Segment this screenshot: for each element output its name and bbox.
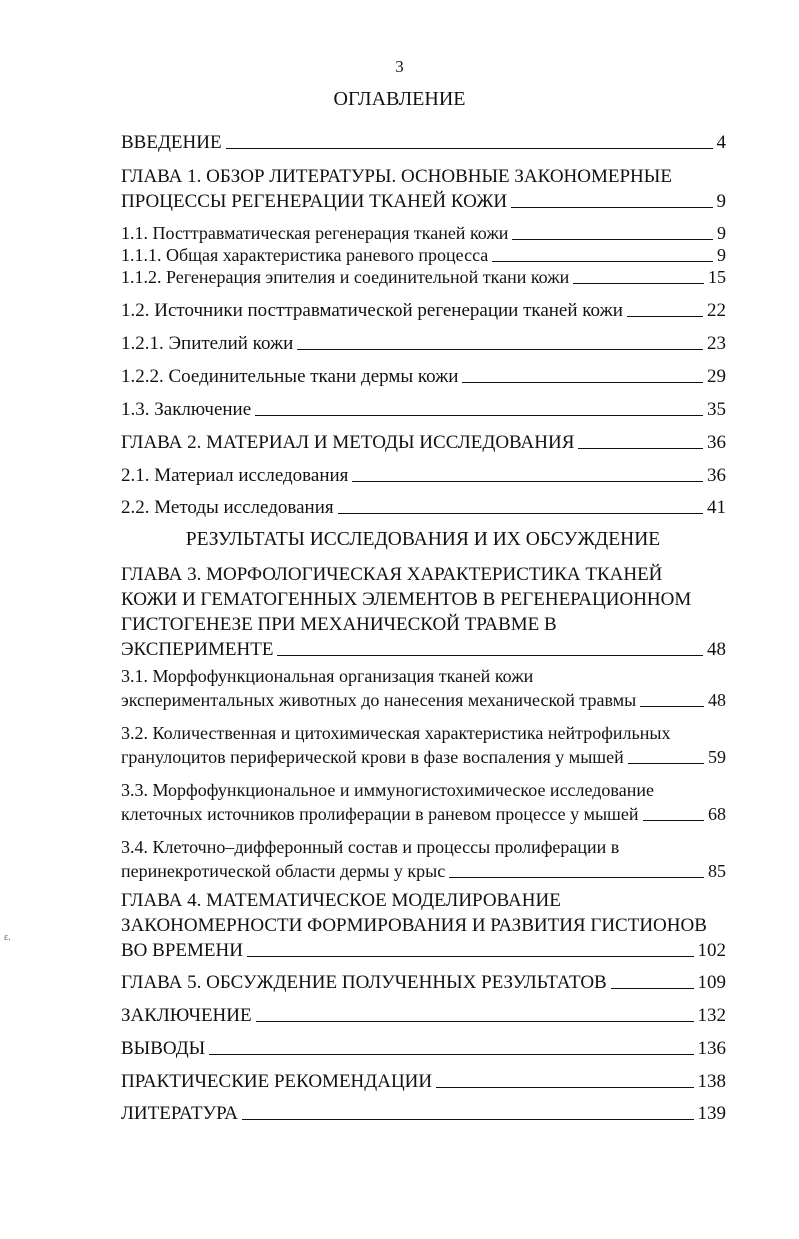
toc-leader-line <box>247 956 694 957</box>
toc-page-number: 132 <box>697 1005 726 1026</box>
section-heading: РЕЗУЛЬТАТЫ ИССЛЕДОВАНИЯ И ИХ ОБСУЖДЕНИЕ <box>185 529 661 550</box>
toc-entry-label: ПРАКТИЧЕСКИЕ РЕКОМЕНДАЦИИ <box>121 1071 433 1092</box>
toc-entry-label: перинекротической области дермы у крыс <box>121 861 446 881</box>
toc-entry-label: 1.1.1. Общая характеристика раневого процесса <box>121 245 489 265</box>
toc-entry-row <box>121 688 726 712</box>
toc-page-number: 85 <box>708 861 726 881</box>
toc-leader-line <box>256 1021 694 1022</box>
toc-entry <box>121 721 726 769</box>
toc-entry <box>121 1003 726 1028</box>
toc-page-number: 59 <box>708 747 726 767</box>
toc-leader-line <box>611 988 694 989</box>
toc-entry-row <box>121 364 726 389</box>
toc-entry-label: ГЛАВА 5. ОБСУЖДЕНИЕ ПОЛУЧЕННЫХ РЕЗУЛЬТАТОВ <box>121 972 607 993</box>
toc-entry-row <box>121 1003 726 1028</box>
toc-page-number: 48 <box>707 639 726 660</box>
toc-entry-row <box>121 495 726 520</box>
toc-page-number: 48 <box>708 690 726 710</box>
toc-entry-row <box>121 637 726 662</box>
toc-leader-line <box>492 261 713 262</box>
toc-leader-line <box>242 1119 694 1120</box>
toc-leader-line <box>627 316 703 317</box>
toc-entry-label: 2.1. Материал исследования <box>121 465 349 486</box>
toc-leader-line <box>255 415 703 416</box>
toc-leader-line <box>578 448 703 449</box>
toc-leader-line <box>436 1087 693 1088</box>
toc-entry-line: 3.3. Морфофункциональное и иммуногистохимическое исследование <box>121 780 654 800</box>
toc-entry <box>121 778 726 826</box>
toc-entry-label: ЛИТЕРАТУРА <box>121 1103 238 1124</box>
toc-entry <box>121 298 726 323</box>
toc-entry <box>121 430 726 455</box>
toc-entry-label: экспериментальных животных до нанесения механической травмы <box>121 690 637 710</box>
toc-entry-label: 1.2. Источники посттравматической регенерации тканей кожи <box>121 300 623 321</box>
toc-entry-line: 3.2. Количественная и цитохимическая характеристика нейтрофильных <box>121 723 671 743</box>
toc-entry-row <box>121 802 726 826</box>
toc-entry-label: ЗАКЛЮЧЕНИЕ <box>121 1005 252 1026</box>
toc-entry-row <box>121 970 726 995</box>
toc-entry-row <box>121 859 726 883</box>
toc-page-number: 9 <box>717 223 726 243</box>
toc-entry-label: ВВЕДЕНИЕ <box>121 132 222 153</box>
toc-page-number: 4 <box>716 132 726 153</box>
toc-entry-row <box>121 430 726 455</box>
toc-entry-row <box>121 745 726 769</box>
toc-page-number: 29 <box>707 366 726 387</box>
toc-leader-line <box>511 207 712 208</box>
toc-entry-label: 1.2.1. Эпителий кожи <box>121 333 294 354</box>
toc-entry-row <box>121 1069 726 1094</box>
toc-leader-line <box>338 513 703 514</box>
toc-entry <box>121 562 726 662</box>
toc-leader-line <box>449 877 704 878</box>
toc-entry <box>121 1069 726 1094</box>
toc-entry-row <box>121 938 726 963</box>
page-number: 3 <box>395 57 404 76</box>
toc-entry <box>121 1036 726 1061</box>
toc-leader-line <box>512 239 713 240</box>
toc-page-number: 139 <box>697 1103 726 1124</box>
toc-page-number: 23 <box>707 333 726 354</box>
toc-page-number: 136 <box>697 1038 726 1059</box>
toc-entry-row <box>121 189 726 214</box>
toc-entry <box>121 266 726 288</box>
toc-page-number: 35 <box>707 399 726 420</box>
toc-entry-row <box>121 222 726 244</box>
toc-entry-row <box>121 244 726 266</box>
toc-entry-label: 1.1.2. Регенерация эпителия и соединительной ткани кожи <box>121 267 570 287</box>
toc-entry-row <box>121 298 726 323</box>
toc-page-number: 15 <box>708 267 726 287</box>
toc-page-number: 138 <box>697 1071 726 1092</box>
toc-entry <box>121 664 726 712</box>
toc-leader-line <box>226 148 713 149</box>
toc-entry-label: ГЛАВА 2. МАТЕРИАЛ И МЕТОДЫ ИССЛЕДОВАНИЯ <box>121 432 575 453</box>
toc-entry-label: ЭКСПЕРИМЕНТЕ <box>121 639 274 660</box>
toc-entry-line: ЗАКОНОМЕРНОСТИ ФОРМИРОВАНИЯ И РАЗВИТИЯ ГИСТИОНОВ <box>121 915 707 936</box>
toc-page-number: 36 <box>707 432 726 453</box>
toc-page-number: 22 <box>707 300 726 321</box>
toc-entry-line: 3.1. Морфофункциональная организация тканей кожи <box>121 666 534 686</box>
toc-entry <box>121 888 726 963</box>
toc-entry <box>121 331 726 356</box>
toc-entry <box>121 397 726 422</box>
toc-leader-line <box>462 382 703 383</box>
toc-entry-row <box>121 266 726 288</box>
toc-entry-row <box>121 331 726 356</box>
toc-page-number: 102 <box>697 940 726 961</box>
toc-entry-label: 1.2.2. Соединительные ткани дермы кожи <box>121 366 459 387</box>
toc-entry-label: 1.1. Посттравматическая регенерация тканей кожи <box>121 223 509 243</box>
toc-entry-label: 1.3. Заключение <box>121 399 252 420</box>
toc-page-number: 9 <box>716 191 726 212</box>
toc-entry <box>121 364 726 389</box>
toc-leader-line <box>277 655 703 656</box>
toc-entry-row <box>121 1101 726 1126</box>
toc-entry <box>121 164 726 214</box>
toc-entry-line: КОЖИ И ГЕМАТОГЕННЫХ ЭЛЕМЕНТОВ В РЕГЕНЕРАЦИОННОМ <box>121 589 692 610</box>
toc-page-number: 68 <box>708 804 726 824</box>
toc-leader-line <box>352 481 703 482</box>
toc-entry-line: ГЛАВА 3. МОРФОЛОГИЧЕСКАЯ ХАРАКТЕРИСТИКА ТКАНЕЙ <box>121 564 663 585</box>
toc-entry-row <box>121 1036 726 1061</box>
toc-entry <box>121 222 726 244</box>
toc-entry-label: 2.2. Методы исследования <box>121 497 334 518</box>
toc-entry <box>121 130 726 155</box>
toc-leader-line <box>628 763 704 764</box>
toc-entry-row <box>121 463 726 488</box>
toc-entry-label: ВЫВОДЫ <box>121 1038 206 1059</box>
toc-entry <box>121 970 726 995</box>
toc-entry-line: ГЛАВА 1. ОБЗОР ЛИТЕРАТУРЫ. ОСНОВНЫЕ ЗАКОНОМЕРНЫЕ <box>121 166 672 187</box>
toc-leader-line <box>297 349 703 350</box>
toc-entry <box>121 495 726 520</box>
margin-mark: ɛ. <box>4 932 11 943</box>
toc-page-number: 109 <box>697 972 726 993</box>
toc-page-number: 9 <box>717 245 726 265</box>
toc-entry-label: ВО ВРЕМЕНИ <box>121 940 243 961</box>
toc-page-number: 41 <box>707 497 726 518</box>
toc-entry-line: 3.4. Клеточно–дифферонный состав и процессы пролиферации в <box>121 837 620 857</box>
toc-entry <box>121 463 726 488</box>
toc-entry <box>121 244 726 266</box>
toc-entry-line: ГЛАВА 4. МАТЕМАТИЧЕСКОЕ МОДЕЛИРОВАНИЕ <box>121 890 561 911</box>
toc-leader-line <box>209 1054 693 1055</box>
toc-entry-label: гранулоцитов периферической крови в фазе воспаления у мышей <box>121 747 624 767</box>
toc-entry <box>121 835 726 883</box>
toc-entry-row <box>121 130 726 155</box>
toc-entry-label: ПРОЦЕССЫ РЕГЕНЕРАЦИИ ТКАНЕЙ КОЖИ <box>121 191 508 212</box>
toc-leader-line <box>640 706 704 707</box>
toc-page-number: 36 <box>707 465 726 486</box>
page-title: ОГЛАВЛЕНИЕ <box>333 88 466 110</box>
toc-entry <box>121 1101 726 1126</box>
toc-leader-line <box>643 820 704 821</box>
toc-leader-line <box>573 283 704 284</box>
toc-entry-row <box>121 397 726 422</box>
toc-entry-label: клеточных источников пролиферации в раневом процессе у мышей <box>121 804 639 824</box>
toc-entry-line: ГИСТОГЕНЕЗЕ ПРИ МЕХАНИЧЕСКОЙ ТРАВМЕ В <box>121 614 557 635</box>
